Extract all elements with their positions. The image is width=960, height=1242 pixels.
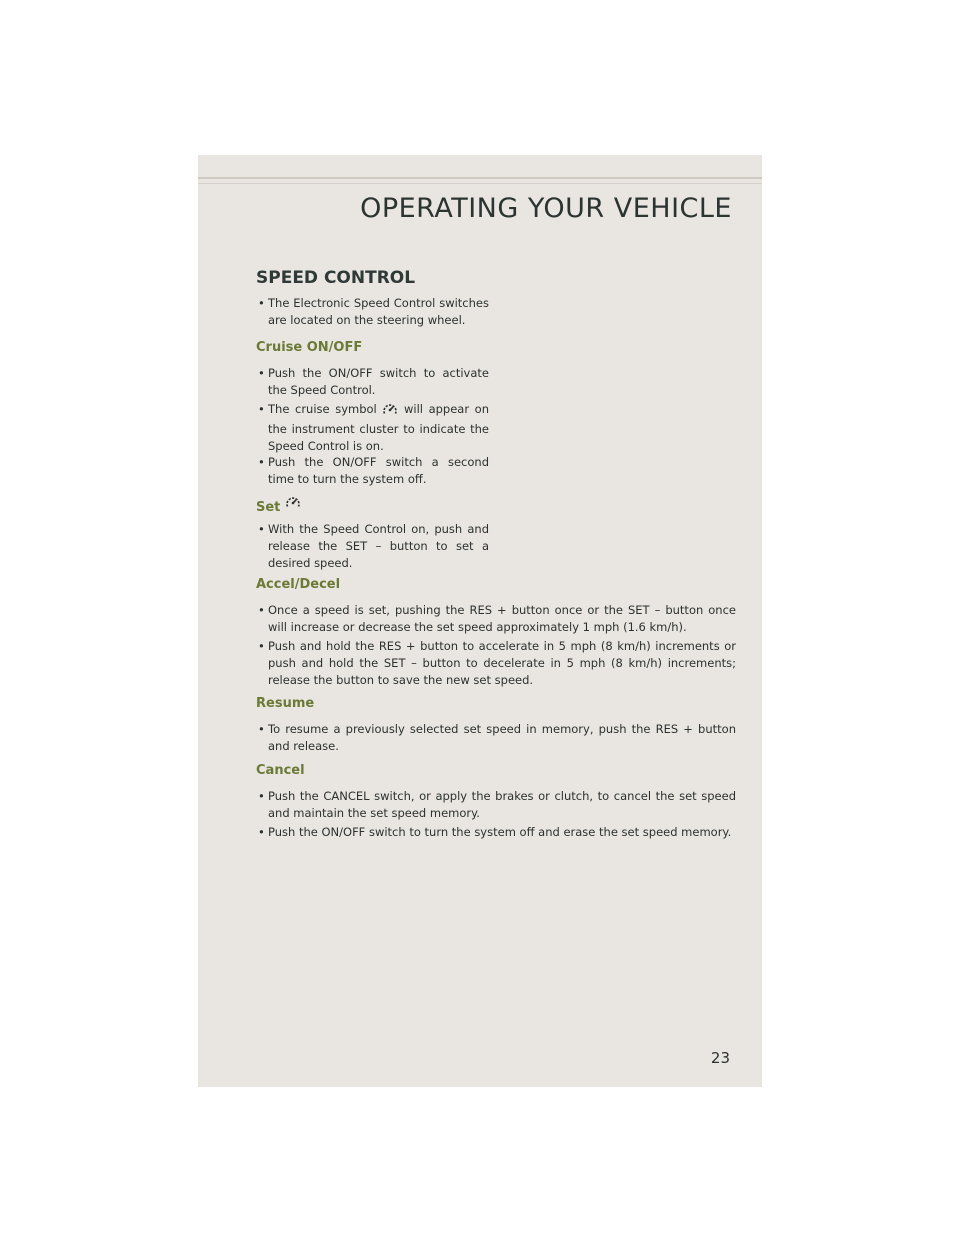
page-title: SPEED CONTROL xyxy=(256,268,416,288)
cancel-bullet-1: Push the CANCEL switch, or apply the brakes or clutch, to cancel the set speed and maintain the set speed memory. xyxy=(268,789,736,820)
list-item: • Once a speed is set, pushing the RES + button once or the SET – button once will increase or decrease the set speed approximately 1 mph (1.6 km/h). xyxy=(258,603,736,634)
set-bullet-1: With the Speed Control on, push and release the SET – button to set a desired speed. xyxy=(268,522,489,570)
manual-page xyxy=(198,155,762,1087)
resume-heading: Resume xyxy=(256,696,315,711)
page-number: 23 xyxy=(710,1049,730,1067)
list-item: • To resume a previously selected set speed in memory, push the RES + button and release. xyxy=(258,722,736,753)
list-item: • Push the ON/OFF switch to turn the system off and erase the set speed memory. xyxy=(256,824,736,841)
list-item: • Push and hold the RES + button to accelerate in 5 mph (8 km/h) increments or push and hold the SET – button to decelerate in 5 mph (8 km/h) increments; release the button to save the new set speed. xyxy=(258,639,736,687)
resume-bullet-1: To resume a previously selected set speed in memory, push the RES + button and release. xyxy=(268,722,736,753)
main-content xyxy=(198,155,762,1087)
intro-text: The Electronic Speed Control switches are located on the steering wheel. xyxy=(268,296,489,327)
cruise-bullet-2-post: will appear on the instrument cluster to indicate the Speed Control is on. xyxy=(268,402,489,453)
cruise-bullet-2 xyxy=(256,401,489,455)
speedometer-icon xyxy=(285,495,301,513)
cruise-bullet-1: Push the ON/OFF switch to activate the Speed Control. xyxy=(268,366,489,397)
accel-bullet-2: Push and hold the RES + button to accelerate in 5 mph (8 km/h) increments or push and hold the SET – button to decelerate in 5 mph (8 km/h) increments; release the button to save the new set speed. xyxy=(268,639,736,687)
set-heading: Set xyxy=(256,495,301,515)
section-title: OPERATING YOUR VEHICLE xyxy=(360,193,732,224)
list-item: • Push the ON/OFF switch a second time to turn the system off. xyxy=(258,455,489,486)
cruise-bullet-2-pre: The cruise symbol xyxy=(268,402,377,416)
accel-heading: Accel/Decel xyxy=(256,577,341,592)
cancel-heading: Cancel xyxy=(256,763,305,778)
cruise-bullet-3: Push the ON/OFF switch a second time to turn the system off. xyxy=(268,455,489,486)
list-item: • Push the ON/OFF switch to activate the Speed Control. xyxy=(258,366,489,397)
cruise-heading: Cruise ON/OFF xyxy=(256,340,363,355)
list-item: • The cruise symbol will appear on the instrument cluster to indicate the Speed Control is on. xyxy=(258,402,489,453)
speedometer-icon xyxy=(382,402,398,421)
list-item: • Push the CANCEL switch, or apply the brakes or clutch, to cancel the set speed and maintain the set speed memory. xyxy=(258,789,736,820)
list-item: • The Electronic Speed Control switches are located on the steering wheel. xyxy=(258,296,489,327)
cancel-bullet-2: Push the ON/OFF switch to turn the system off and erase the set speed memory. xyxy=(268,825,732,839)
accel-bullet-1: Once a speed is set, pushing the RES + button once or the SET – button once will increase or decrease the set speed approximately 1 mph (1.6 km/h). xyxy=(268,603,736,634)
list-item: • With the Speed Control on, push and release the SET – button to set a desired speed. xyxy=(258,522,489,570)
